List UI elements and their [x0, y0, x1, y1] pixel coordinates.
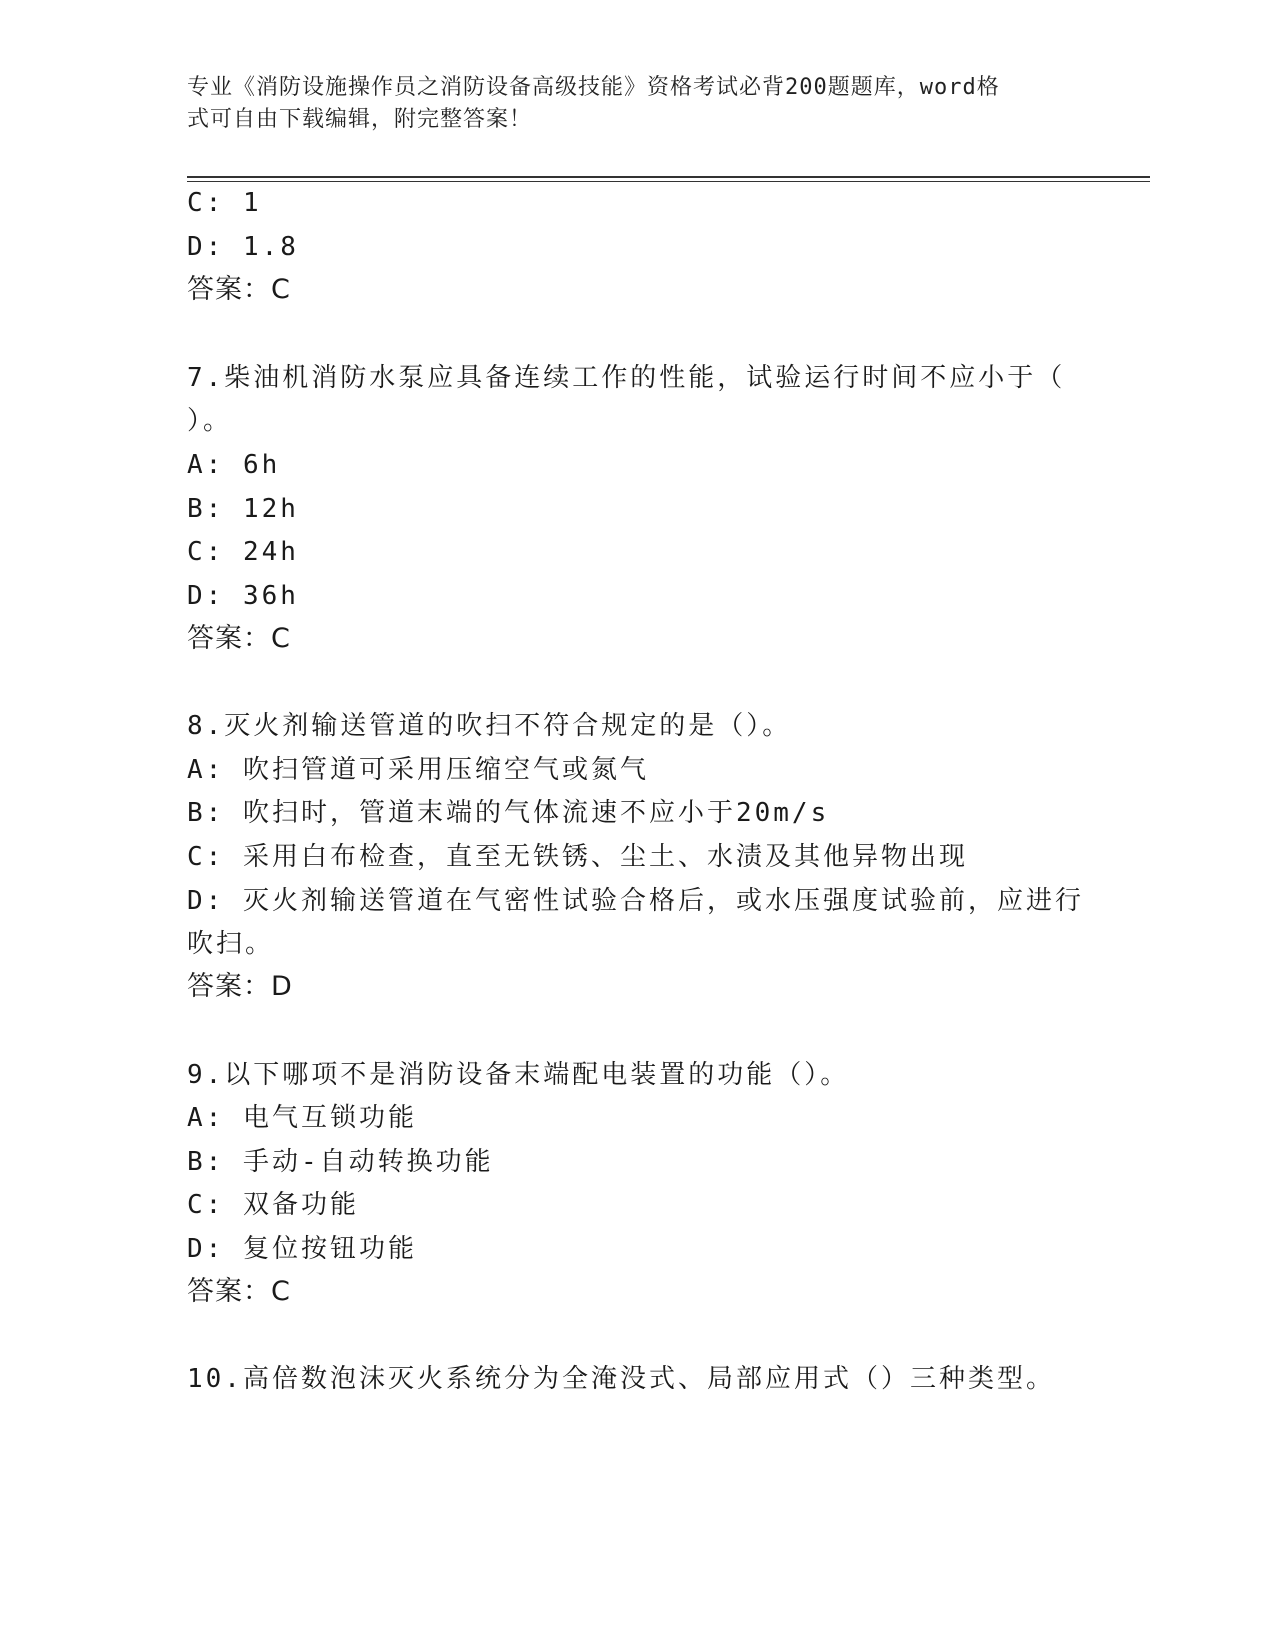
- q7-stem-line-2: ）。: [187, 406, 233, 436]
- q7-option-c: C: 24h: [187, 537, 299, 567]
- header-line-2: 式可自由下载编辑，附完整答案！: [187, 107, 533, 132]
- q10-stem: 10.高倍数泡沫灭火系统分为全淹没式、局部应用式（）三种类型。: [187, 1364, 1055, 1394]
- q8-answer: 答案：D: [187, 971, 293, 1002]
- q7-answer: 答案：C: [187, 623, 291, 654]
- q9-option-d: D: 复位按钮功能: [187, 1234, 417, 1264]
- q6-option-c: C: 1: [187, 188, 262, 218]
- header-rule-thick: [187, 176, 1150, 178]
- q8-option-d-line-1: D: 灭火剂输送管道在气密性试验合格后，或水压强度试验前，应进行: [187, 886, 1084, 916]
- q9-stem: 9.以下哪项不是消防设备末端配电装置的功能（）。: [187, 1060, 850, 1090]
- q7-stem-line-1: 7.柴油机消防水泵应具备连续工作的性能，试验运行时间不应小于（: [187, 363, 1066, 393]
- document-header: [187, 72, 1067, 136]
- q9-option-b: B: 手动-自动转换功能: [187, 1147, 494, 1177]
- q8-option-b: B: 吹扫时，管道末端的气体流速不应小于20m/s: [187, 798, 830, 828]
- q6-answer: 答案：C: [187, 274, 291, 305]
- header-rule-thin: [187, 181, 1150, 182]
- q9-option-a: A: 电气互锁功能: [187, 1103, 417, 1133]
- q7-option-a: A: 6h: [187, 450, 281, 480]
- q8-option-d-line-2: 吹扫。: [187, 929, 275, 959]
- header-line-1: 专业《消防设施操作员之消防设备高级技能》资格考试必背200题题库，word格: [187, 75, 1000, 100]
- q8-option-a: A: 吹扫管道可采用压缩空气或氮气: [187, 755, 649, 785]
- q9-answer: 答案：C: [187, 1276, 291, 1307]
- q7-option-b: B: 12h: [187, 494, 299, 524]
- q8-stem: 8.灭火剂输送管道的吹扫不符合规定的是（）。: [187, 711, 792, 741]
- q6-option-d: D: 1.8: [187, 232, 299, 262]
- q9-option-c: C: 双备功能: [187, 1190, 359, 1220]
- q7-option-d: D: 36h: [187, 581, 299, 611]
- q8-option-c: C: 采用白布检查，直至无铁锈、尘土、水渍及其他异物出现: [187, 842, 968, 872]
